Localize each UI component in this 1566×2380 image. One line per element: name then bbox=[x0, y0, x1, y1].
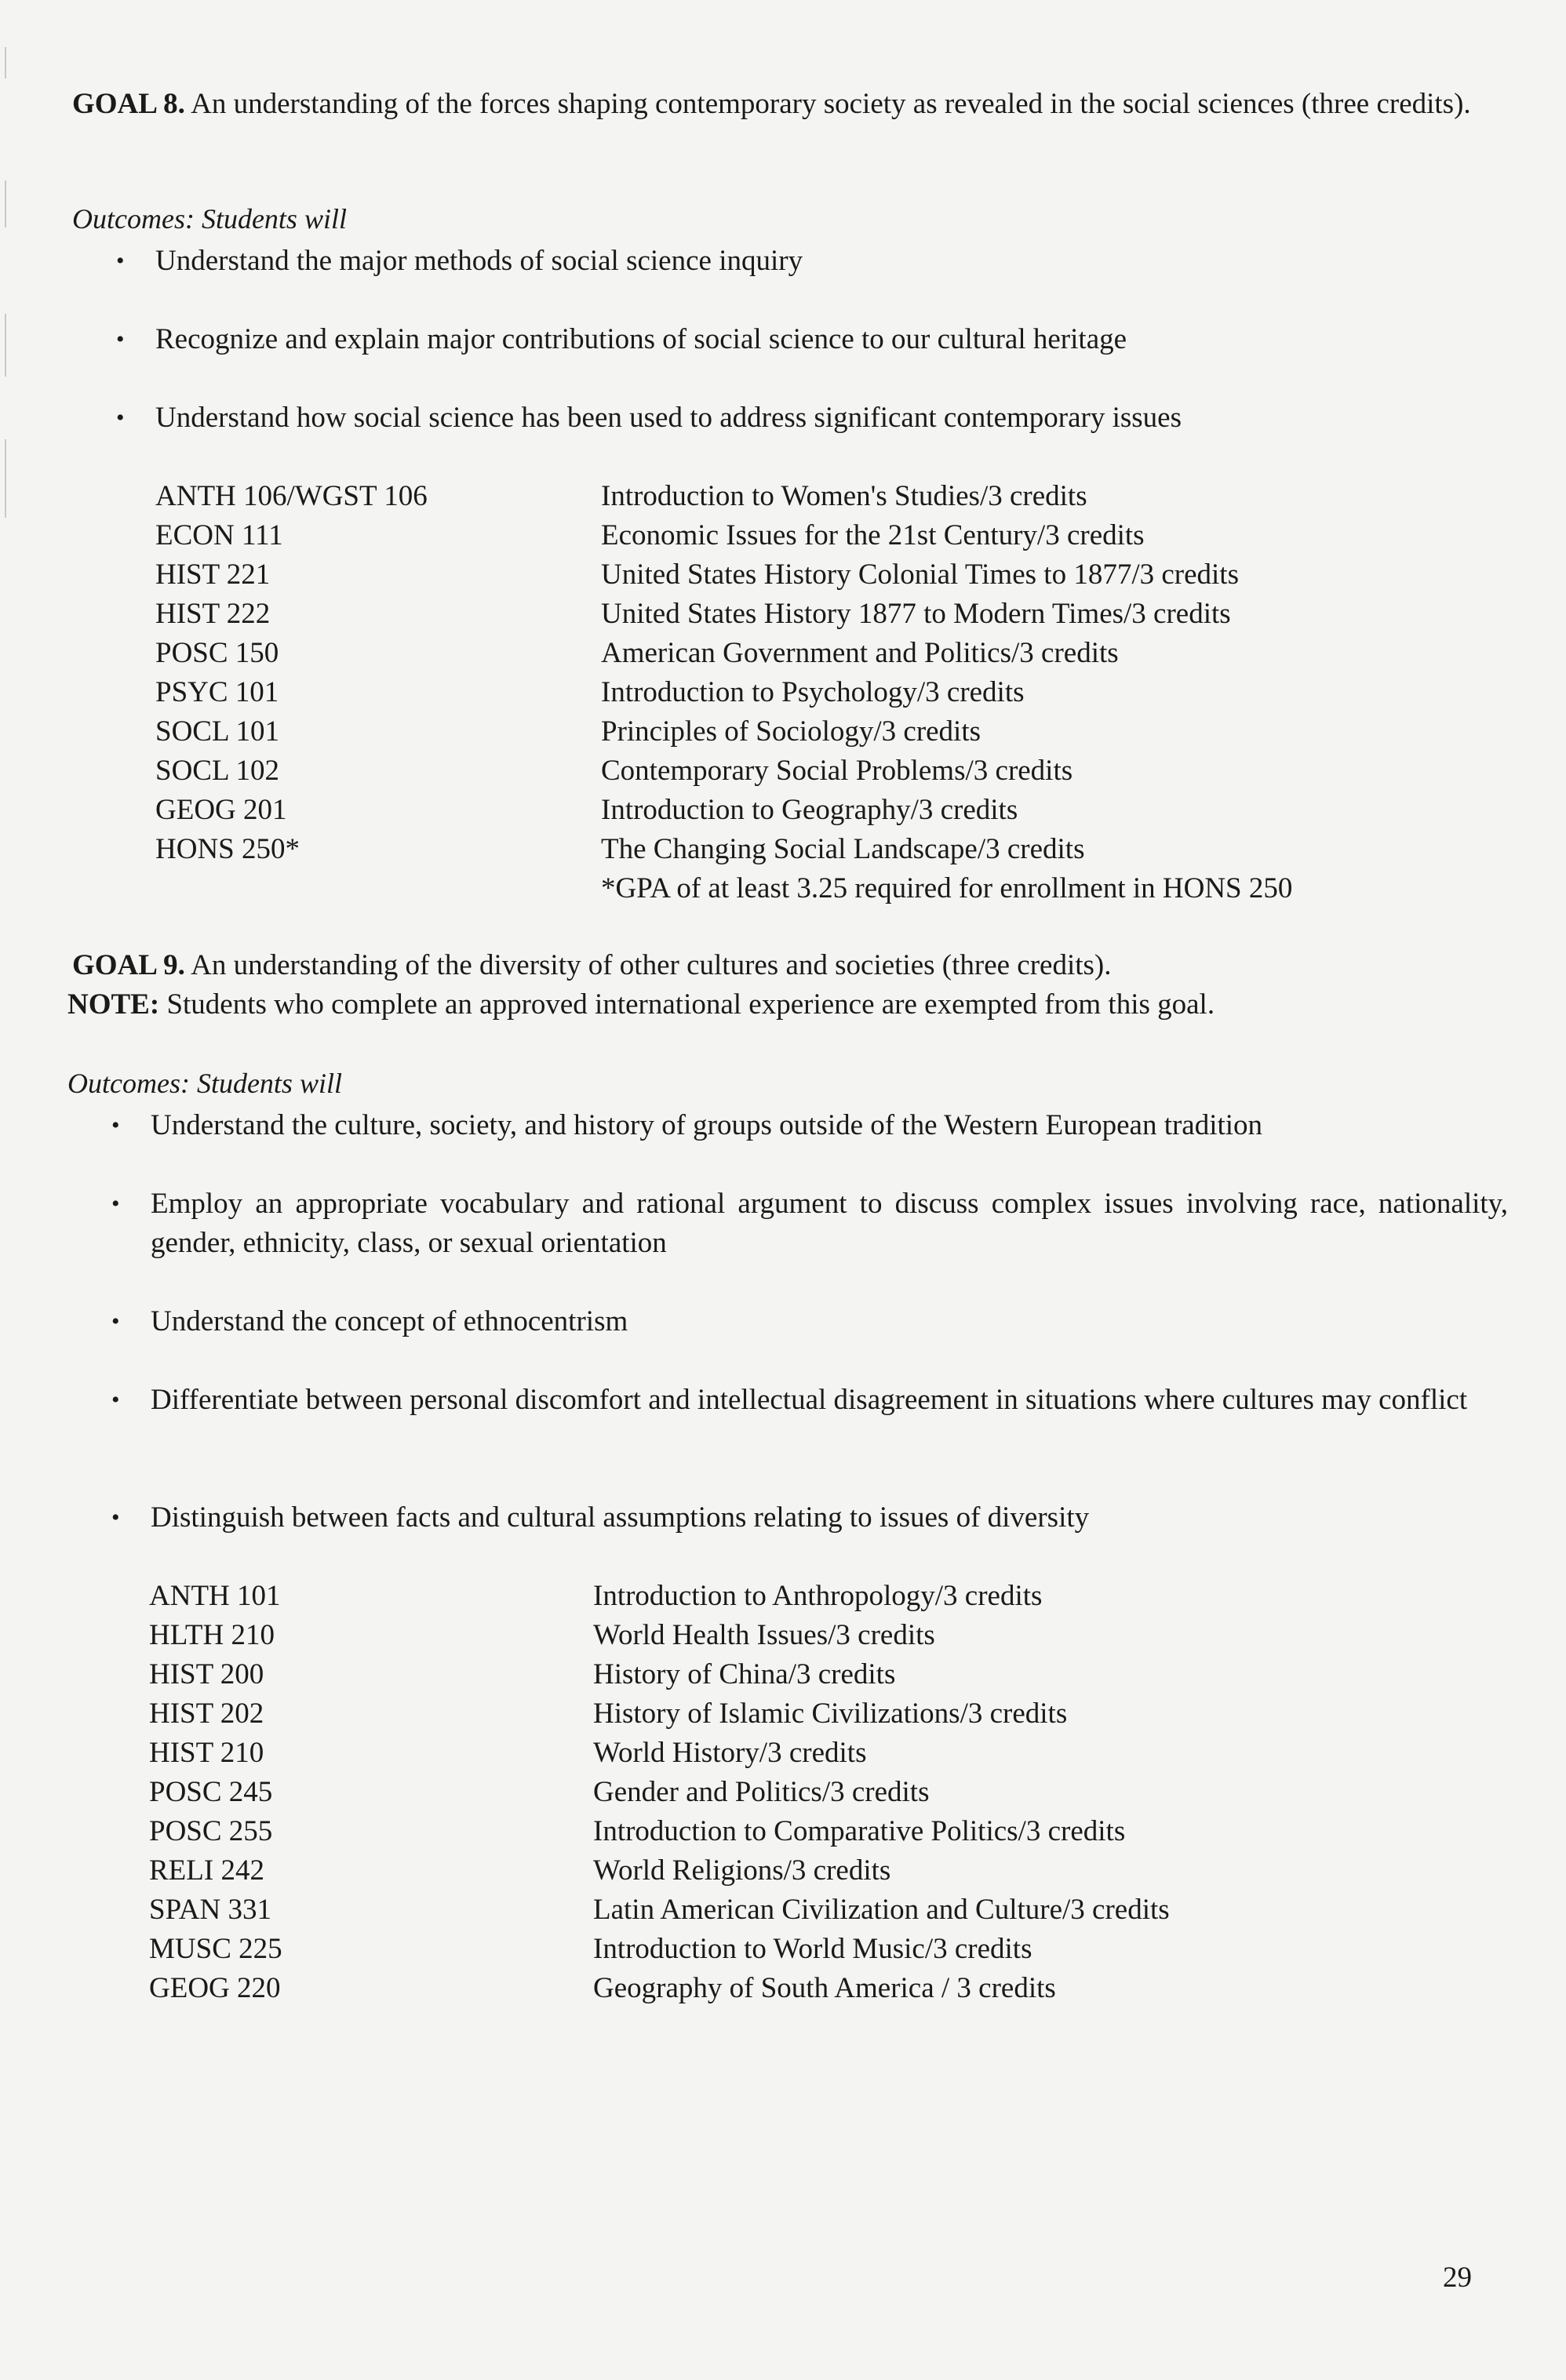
course-row: RELI 242 World Religions/3 credits bbox=[149, 1854, 891, 1887]
course-row: HLTH 210 World Health Issues/3 credits bbox=[149, 1619, 935, 1651]
page-number: 29 bbox=[1443, 2262, 1472, 2294]
course-row: SOCL 101 Principles of Sociology/3 credits bbox=[155, 715, 981, 748]
course-row: HIST 221 United States History Colonial Times to 1877/3 credits bbox=[155, 559, 1239, 591]
bullet-icon: • bbox=[116, 248, 125, 274]
bullet-icon: • bbox=[111, 1387, 120, 1413]
bullet-icon: • bbox=[111, 1191, 120, 1217]
goal-8-outcomes-label: Outcomes: Students will bbox=[72, 203, 347, 235]
goal-8-course-list bbox=[155, 477, 1411, 908]
bullet-icon: • bbox=[111, 1505, 120, 1530]
note-text: Students who complete an approved international experience are exempted from this goal. bbox=[166, 988, 1215, 1021]
course-row: POSC 255 Introduction to Comparative Politics/3 credits bbox=[149, 1815, 1126, 1847]
bullet-icon: • bbox=[116, 405, 125, 431]
bullet-icon: • bbox=[111, 1308, 120, 1334]
course-row: POSC 245 Gender and Politics/3 credits bbox=[149, 1776, 930, 1808]
goal-9-label: GOAL 9. bbox=[72, 949, 185, 981]
bullet-icon: • bbox=[111, 1112, 120, 1138]
course-row: GEOG 220 Geography of South America / 3 credits bbox=[149, 1972, 1056, 2004]
goal-8-label: GOAL 8. bbox=[72, 88, 185, 120]
course-row: HIST 202 History of Islamic Civilizations/3 credits bbox=[149, 1698, 1068, 1730]
goal-8-text: An understanding of the forces shaping contemporary society as revealed in the social sciences (three credits). bbox=[191, 88, 1471, 120]
note-label: NOTE: bbox=[67, 988, 160, 1021]
course-row: ANTH 106/WGST 106 Introduction to Women's Studies/3 credits bbox=[155, 480, 1087, 512]
course-row: ECON 111 Economic Issues for the 21st Century/3 credits bbox=[155, 519, 1145, 551]
binding-mark bbox=[5, 314, 6, 377]
course-row: GEOG 201 Introduction to Geography/3 credits bbox=[155, 794, 1018, 826]
binding-mark bbox=[5, 439, 6, 518]
goal-9-text: An understanding of the diversity of other cultures and societies (three credits). bbox=[191, 949, 1112, 981]
course-row: POSC 150 American Government and Politics/3 credits bbox=[155, 637, 1119, 669]
course-row: HIST 200 History of China/3 credits bbox=[149, 1658, 896, 1690]
course-row: PSYC 101 Introduction to Psychology/3 credits bbox=[155, 676, 1025, 708]
course-footnote: *GPA of at least 3.25 required for enrollment in HONS 250 bbox=[601, 872, 1293, 904]
binding-mark bbox=[5, 180, 6, 227]
goal-9-course-list bbox=[149, 1577, 1404, 2008]
course-footnote-row bbox=[155, 869, 1411, 908]
goal-8-heading bbox=[72, 85, 1492, 124]
course-row: HIST 222 United States History 1877 to Modern Times/3 credits bbox=[155, 598, 1231, 630]
bullet-icon: • bbox=[116, 326, 125, 352]
course-row: SPAN 331 Latin American Civilization and Culture/3 credits bbox=[149, 1894, 1170, 1926]
binding-mark bbox=[5, 47, 6, 78]
course-row: HONS 250* The Changing Social Landscape/3 credits bbox=[155, 833, 1085, 865]
course-row: MUSC 225 Introduction to World Music/3 credits bbox=[149, 1933, 1032, 1965]
course-row: SOCL 102 Contemporary Social Problems/3 credits bbox=[155, 755, 1073, 787]
goal-9-outcomes-label: Outcomes: Students will bbox=[67, 1068, 342, 1099]
goal-9-note bbox=[67, 985, 1215, 1024]
document-page: GOAL 8. An understanding of the forces shaping contemporary society as revealed in the social sciences (three credits). Outcomes: Students will • Understand the major methods of social science inquiry • Recognize and explain major contributions of social science to our cultural heritage • Understand how social science has been used to address significant contemporary issues ANTH 106/WGST 106 Introduction to Women's Studies/3 credits ECON 111 Economic Issues for the 21st Century/3 credits HIST 221 United States History Colonial Times to 1877/3 credits HIST 222 United States History 1877 to Modern Times/3 credits POSC 150 American Government and Politics/3 credits PSYC 101 Introduction to Psychology/3 credits SOCL 101 Principles of Sociology/3 credits SOCL 102 Contemporary Social Problems/3 credits GEOG 201 Introduction to Geography/3 credits HONS 250* The Changing Social Landscape/3 credits *GPA of at least 3.25 required for enrollment in HONS 250 GOAL 9. An understanding of the diversity of other cultures and societies (three credits). NOTE: Students who complete an approved international experience are exempted from this goal. Outcomes: Students will • Understand the culture, society, and history of groups outside of the Western European tradition • Employ an appropriate vocabulary and rational argument to discuss complex issues involving race, nationality, gender, ethnicity, class, or sexual orientation • Understand the concept of ethnocentrism • Differentiate between personal discomfort and intellectual disagreement in situations where cultures may conflict • Distinguish between facts and cultural assumptions relating to issues of diversity ANTH 101 Introduction to Anthropology/3 credits HLTH 210 World Health Issues/3 credits HIST 200 History of China/3 credits HIST 202 History of Islamic Civilizations/3 credits HIST 210 World History/3 credits POSC 245 Gender and Politics/3 credits POSC 255 Introduction to Comparative Politics/3 credits RELI 242 World Religions/3 credits SPAN 331 Latin American Civilization and Culture/3 credits MUSC 225 Introduction to World Music/3 credits GEOG 220 Geography of South America / 3 credits 29 bbox=[0, 0, 1566, 2380]
course-row: ANTH 101 Introduction to Anthropology/3 credits bbox=[149, 1580, 1043, 1612]
goal-9-heading bbox=[72, 946, 1492, 985]
course-row: HIST 210 World History/3 credits bbox=[149, 1737, 867, 1769]
